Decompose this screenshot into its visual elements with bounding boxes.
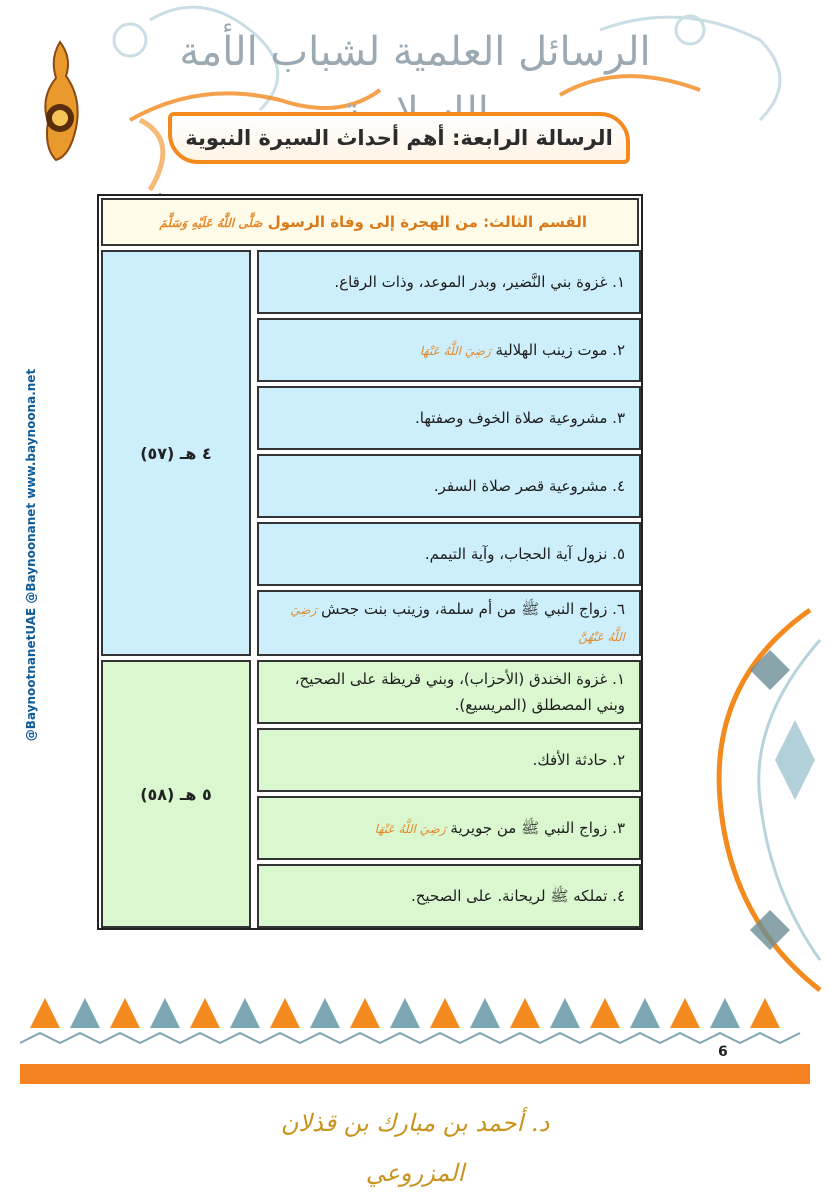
event-row xyxy=(257,250,641,314)
year-cell-5 xyxy=(101,660,251,928)
event-row xyxy=(257,522,641,586)
author-signature: د. أحمد بن مبارك بن قذلان المزروعي xyxy=(280,1109,550,1187)
event-row xyxy=(257,796,641,860)
event-text: ٣. مشروعية صلاة الخوف وصفتها. xyxy=(415,409,625,427)
social-handles-text: @BaynootnanetUAE @Baynoonanet www.baynoona.net xyxy=(24,368,38,742)
event-text: ٣. زواج النبي ﷺ من جويرية xyxy=(450,818,625,837)
event-row xyxy=(257,318,641,382)
event-honorific: رَضِيَ اللَّهُ عَنْهُنَّ xyxy=(290,603,625,644)
event-text: ٦. زواج النبي ﷺ من أم سلمة، وزينب بنت جحش xyxy=(321,600,625,618)
events-table xyxy=(97,194,643,930)
year-label: ٤ هـ (٥٧) xyxy=(140,443,212,463)
section-title: القسم الثالث: من الهجرة إلى وفاة الرسول xyxy=(267,213,587,231)
page-number: 6 xyxy=(718,1044,728,1060)
event-row xyxy=(257,454,641,518)
social-handles xyxy=(16,260,46,850)
event-row xyxy=(257,864,641,928)
year-label: ٥ هـ (٥٨) xyxy=(140,784,212,804)
subtitle: الرسالة الرابعة: أهم أحداث السيرة النبوية xyxy=(185,126,613,150)
event-text: ٤. تملكه ﷺ لريحانة. على الصحيح. xyxy=(410,887,625,905)
bottom-border-pattern xyxy=(20,988,810,1058)
event-row xyxy=(257,590,641,656)
event-row xyxy=(257,728,641,792)
event-honorific: رَضِيَ اللَّهُ عَنْهَا xyxy=(419,343,491,358)
event-text: ٢. حادثة الأفك. xyxy=(532,751,625,769)
event-text: ١. غزوة الخندق (الأحزاب)، وبني قريظة على الصحيح، وبني المصطلق (المريسيع). xyxy=(294,670,625,714)
right-ornament xyxy=(650,600,830,1000)
footer-bar xyxy=(20,1064,810,1084)
event-text: ٥. نزول آية الحجاب، وآية التيمم. xyxy=(424,545,625,563)
event-row xyxy=(257,660,641,724)
event-text: ٤. مشروعية قصر صلاة السفر. xyxy=(433,477,625,495)
year-cell-4 xyxy=(101,250,251,656)
event-honorific: رَضِيَ اللَّهُ عَنْهَا xyxy=(374,821,446,836)
section-honorific: صَلَّى اللَّهُ عَلَيْهِ وَسَلَّمَ xyxy=(159,216,263,230)
header-title: الرسائل العلمية لشباب الأمة xyxy=(179,29,651,75)
logo xyxy=(30,38,90,166)
section-header xyxy=(101,198,639,246)
event-text: ٢. موت زينب الهلالية xyxy=(495,340,625,359)
event-text: ١. غزوة بني النَّضير، وبدر الموعد، وذات الرقاع. xyxy=(334,273,625,291)
event-row xyxy=(257,386,641,450)
subtitle-banner xyxy=(168,112,630,164)
